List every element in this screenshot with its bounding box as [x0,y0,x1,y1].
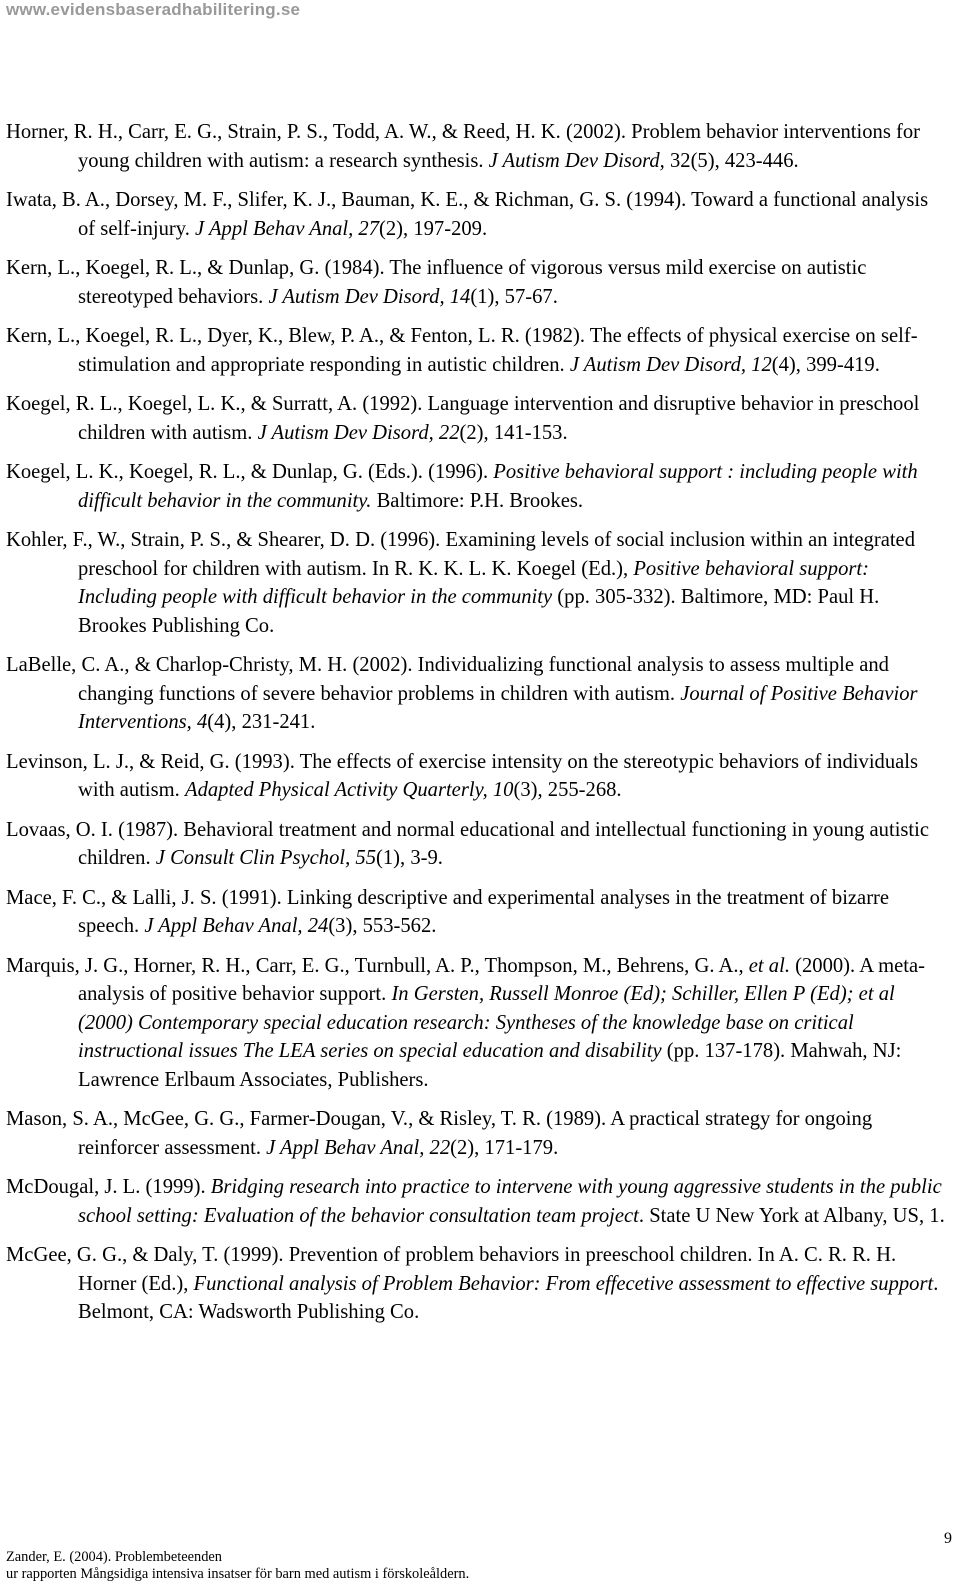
reference-text: Koegel, L. K., Koegel, R. L., & Dunlap, G. (Eds.). (1996). [6,461,494,483]
reference-text: Koegel, R. L., Koegel, L. K., & Surratt, A. (1992). Language intervention and disruptive behavior in preschool children with autism. [6,393,920,444]
reference-text: Levinson, L. J., & Reid, G. (1993). The effects of exercise intensity on the stereotypic behaviors of individuals with autism. [6,750,919,801]
footer-report-title: ur rapporten Mångsidiga intensiva insatser för barn med autism i förskoleåldern. [6,1566,470,1582]
reference-source: J Appl Behav Anal, 27 [195,217,380,240]
reference-text: Mace, F. C., & Lalli, J. S. (1991). Linking descriptive and experimental analyses in the treatment of bizarre speech. [6,886,890,937]
reference-text: (2), 171-179. [450,1136,559,1159]
reference-source: J Autism Dev Disord, 12 [569,353,772,376]
site-header: www.evidensbaseradhabilitering.se [6,0,301,19]
reference-text: (pp. 137-178). Mahwah, NJ: Lawrence Erlbaum Associates, Publishers. [78,1040,902,1091]
reference-text: (2000). A meta-analysis of positive behavior support. [78,954,925,1005]
reference-source: Journal of Positive Behavior Interventions, 4 [78,682,918,733]
reference-text: (4), 231-241. [207,711,316,733]
reference-source: J Autism Dev Disord, 22 [257,421,460,444]
reference-text: McGee, G. G., & Daly, T. (1999). Prevention of problem behaviors in preeschool children. In A. C. R. R. H. Horner (Ed.), [6,1244,897,1295]
reference-entry [6,1173,950,1230]
reference-text: . Belmont, CA: Wadsworth Publishing Co. [78,1272,939,1323]
reference-entry [6,118,950,175]
reference-source: Positive behavioral support: Including people with difficult behavior in the community [78,557,869,608]
reference-source: Adapted Physical Activity Quarterly, 10 [184,779,514,801]
reference-entry [6,1241,950,1327]
reference-text: McDougal, J. L. (1999). [6,1176,211,1198]
reference-text: (pp. 305-332). Baltimore, MD: Paul H. Brookes Publishing Co. [78,586,880,637]
reference-entry [6,458,950,515]
reference-text: 32(5), 423-446. [664,149,799,172]
reference-source: J Consult Clin Psychol, 55 [155,847,377,869]
reference-text: (2), 197-209. [379,217,488,240]
reference-text: (3), 255-268. [513,779,622,801]
reference-entry [6,816,950,873]
reference-text: LaBelle, C. A., & Charlop-Christy, M. H. (2002). Individualizing functional analysis to assess multiple and changing functions of severe behavior problems in children with autism. [6,654,889,705]
reference-source: Positive behavioral support : including people with difficult behavior in the community. [78,461,918,512]
reference-text: Lovaas, O. I. (1987). Behavioral treatment and normal educational and intellectual functioning in young autistic children. [6,818,930,869]
page-footer [6,1549,469,1583]
reference-text: (1), 3-9. [376,847,443,869]
reference-source: Bridging research into practice to intervene with young aggressive students in the public school setting: Evaluation of the behavior consultation team project [78,1176,942,1227]
reference-text: Kern, L., Koegel, R. L., & Dunlap, G. (1984). The influence of vigorous versus mild exercise on autistic stereotyped behaviors. [6,257,867,308]
reference-list [6,118,950,1338]
reference-source: In Gersten, Russell Monroe (Ed); Schiller, Ellen P (Ed); et al (2000) Contemporary special education research: Syntheses of the knowledge base on critical instructional issues The LEA series on special education and disability [78,983,895,1062]
reference-source: J Autism Dev Disord, [488,149,665,172]
reference-entry [6,526,950,640]
reference-entry [6,1105,950,1162]
reference-text: (3), 553-562. [328,915,437,937]
reference-text: Iwata, B. A., Dorsey, M. F., Slifer, K. J., Bauman, K. E., & Richman, G. S. (1994). Toward a functional analysis of self-injury. [6,189,929,240]
footer-citation: Zander, E. (2004). Problembeteenden [6,1549,223,1565]
reference-source: J Autism Dev Disord, 14 [268,285,471,308]
reference-source: Functional analysis of Problem Behavior: From effecetive assessment to effective support [193,1272,934,1295]
reference-entry [6,390,950,447]
reference-entry [6,254,950,311]
reference-text: Marquis, J. G., Horner, R. H., Carr, E. G., Turnbull, A. P., Thompson, M., Behrens, G. A., [6,954,749,977]
reference-text: Kohler, F., W., Strain, P. S., & Shearer, D. D. (1996). Examining levels of social inclusion within an integrated preschool for children with autism. In R. K. K. L. K. Koegel (Ed.), [6,529,915,580]
reference-text: Horner, R. H., Carr, E. G., Strain, P. S., Todd, A. W., & Reed, H. K. (2002). Problem behavior interventions for young children with autism: a research synthesis. [6,121,920,172]
reference-source: J Appl Behav Anal, 22 [266,1136,451,1159]
reference-text: (2), 141-153. [459,421,568,444]
reference-entry [6,952,950,1095]
reference-source: et al. [748,954,790,977]
page-number: 9 [944,1530,952,1547]
reference-text: (4), 399-419. [771,353,880,376]
reference-text: . State U New York at Albany, US, 1. [638,1204,945,1227]
reference-entry [6,186,950,243]
reference-text: Mason, S. A., McGee, G. G., Farmer-Dougan, V., & Risley, T. R. (1989). A practical strategy for ongoing reinforcer assessment. [6,1108,873,1159]
reference-entry [6,651,950,737]
reference-text: (1), 57-67. [470,285,558,308]
reference-entry [6,884,950,941]
reference-text: Baltimore: P.H. Brookes. [371,489,584,512]
reference-text: Kern, L., Koegel, R. L., Dyer, K., Blew, P. A., & Fenton, L. R. (1982). The effects of physical exercise on self-stimulation and appropriate responding in autistic children. [6,325,918,376]
reference-entry [6,322,950,379]
reference-source: J Appl Behav Anal, 24 [144,915,329,937]
reference-entry [6,748,950,805]
